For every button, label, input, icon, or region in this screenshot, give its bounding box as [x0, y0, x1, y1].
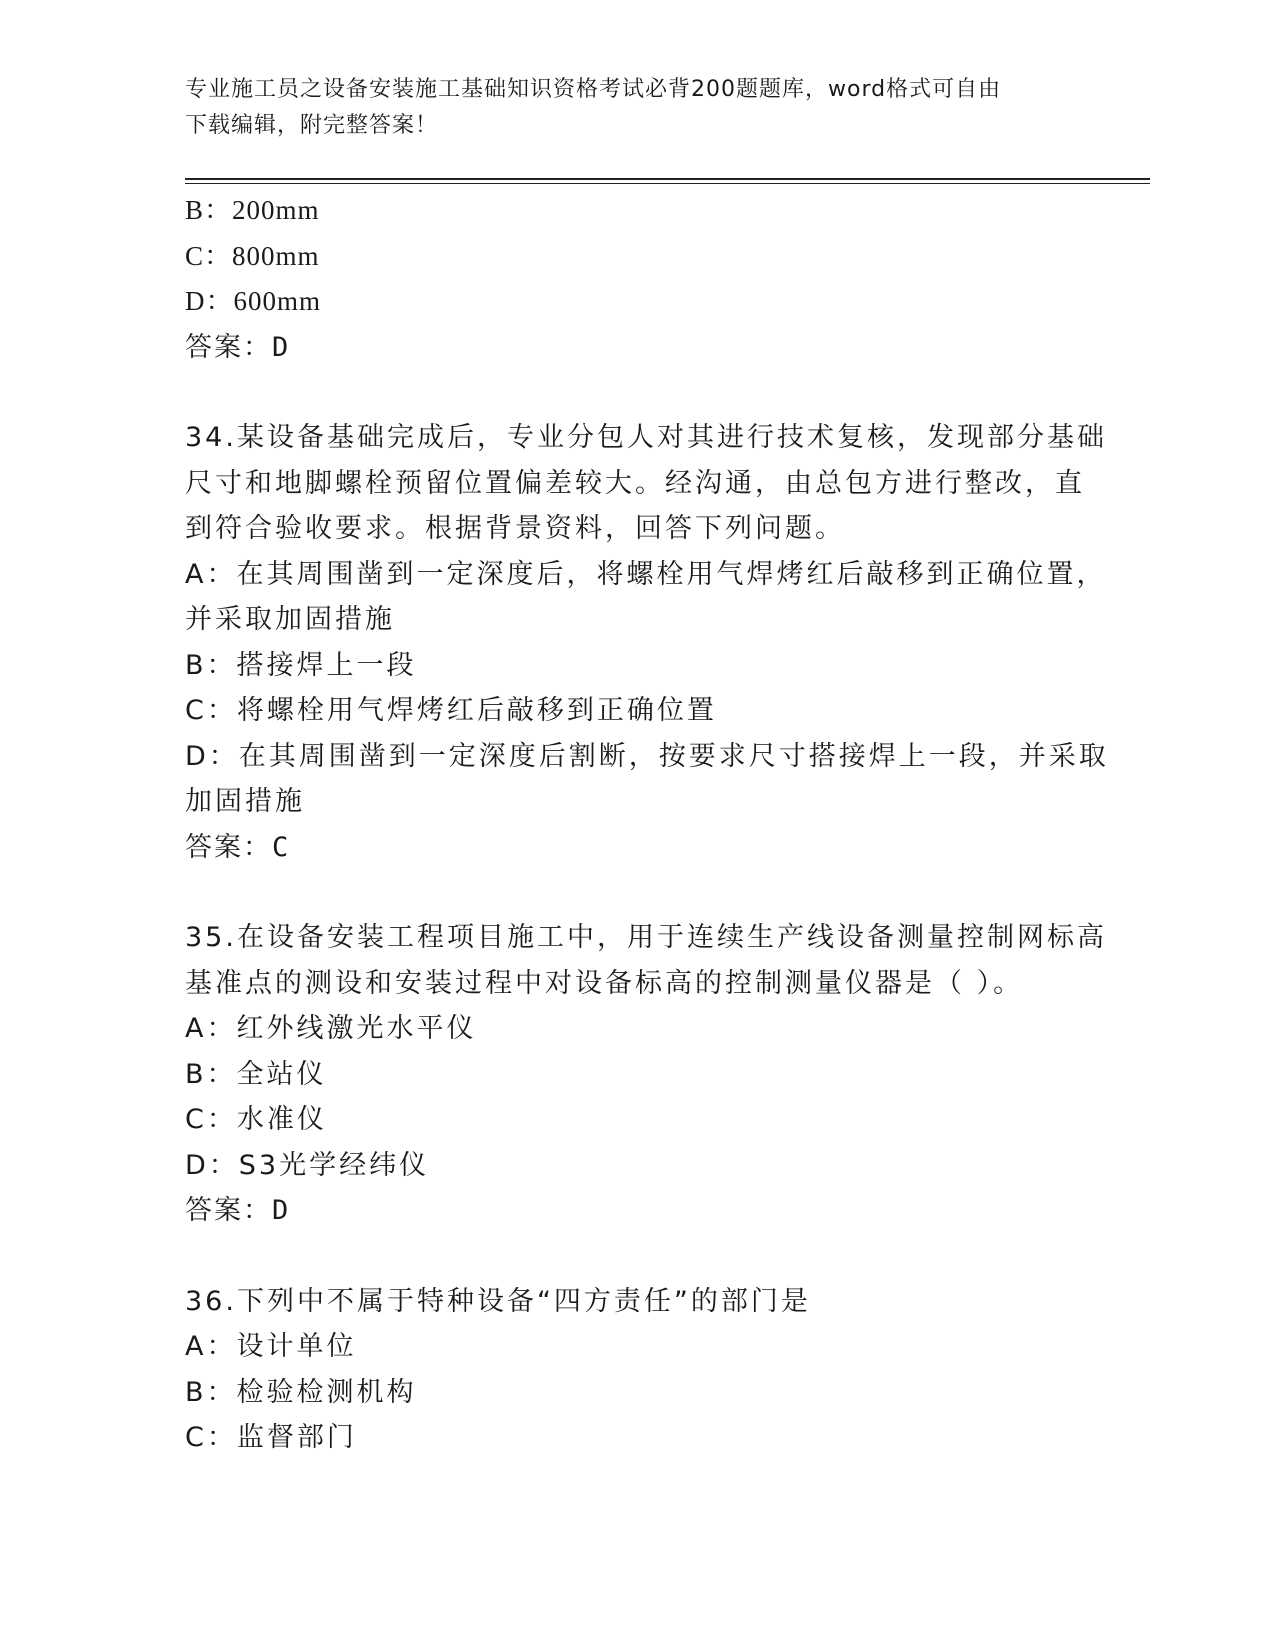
option-a: A：在其周围凿到一定深度后，将螺栓用气焊烤红后敲移到正确位置，: [185, 558, 1107, 590]
answer-label: 答案：: [185, 831, 272, 863]
question-content: [185, 188, 1109, 1461]
header-line-1: 专业施工员之设备安装施工基础知识资格考试必背200题题库，word格式可自由: [185, 77, 1002, 102]
option-a: A：设计单位: [185, 1331, 357, 1362]
option-d-continued: 加固措施: [185, 786, 305, 817]
option-c: C：将螺栓用气焊烤红后敲移到正确位置: [185, 695, 717, 726]
answer-label: 答案：: [185, 1195, 272, 1226]
option-a-continued: 并采取加固措施: [185, 604, 395, 635]
answer-value: C: [272, 831, 291, 863]
option-d: D：S3光学经纬仪: [185, 1149, 430, 1181]
stem-line: 36.下列中不属于特种设备“四方责任”的部门是: [185, 1285, 811, 1317]
stem-line: 基准点的测设和安装过程中对设备标高的控制测量仪器是（ ）。: [185, 967, 1024, 999]
question-33-tail: [185, 188, 1085, 370]
answer-value: D: [272, 1195, 291, 1226]
option-b: B：200mm: [185, 195, 320, 225]
question-stem: [185, 1279, 1085, 1325]
question-35: [185, 915, 1107, 1234]
question-36: [185, 1279, 1085, 1461]
stem-line: 34.某设备基础完成后，专业分包人对其进行技术复核，发现部分基础: [185, 422, 1107, 453]
spacer: [185, 370, 1085, 415]
spacer: [185, 1234, 1085, 1279]
option-c: C：监督部门: [185, 1422, 357, 1453]
page-header: [185, 72, 1085, 144]
option-b: B：搭接焊上一段: [185, 649, 417, 681]
option-d: D：在其周围凿到一定深度后割断，按要求尺寸搭接焊上一段，并采取: [185, 740, 1109, 772]
header-divider-thin: [185, 183, 1150, 184]
answer-line: [185, 825, 1085, 871]
question-stem: [185, 415, 1107, 552]
header-line-2: 下载编辑，附完整答案！: [185, 113, 439, 138]
stem-line: 尺寸和地脚螺栓预留位置偏差较大。经沟通，由总包方进行整改，直: [185, 467, 1085, 499]
stem-line: 到符合验收要求。根据背景资料，回答下列问题。: [185, 513, 845, 544]
option-c: C：800mm: [185, 240, 320, 271]
question-stem: [185, 915, 1107, 1006]
answer-value: D: [272, 331, 291, 363]
question-34: [185, 415, 1109, 870]
answer-line: [185, 325, 1085, 371]
option-a: A：红外线激光水平仪: [185, 1013, 477, 1044]
option-b: B：检验检测机构: [185, 1376, 417, 1408]
stem-line: 35.在设备安装工程项目施工中，用于连续生产线设备测量控制网标高: [185, 922, 1107, 953]
answer-label: 答案：: [185, 331, 272, 363]
spacer: [185, 870, 1085, 915]
option-d: D：600mm: [185, 286, 322, 316]
header-divider-thick: [185, 178, 1150, 180]
option-b: B：全站仪: [185, 1058, 327, 1090]
option-c: C：水准仪: [185, 1104, 327, 1135]
answer-line: [185, 1188, 1085, 1234]
